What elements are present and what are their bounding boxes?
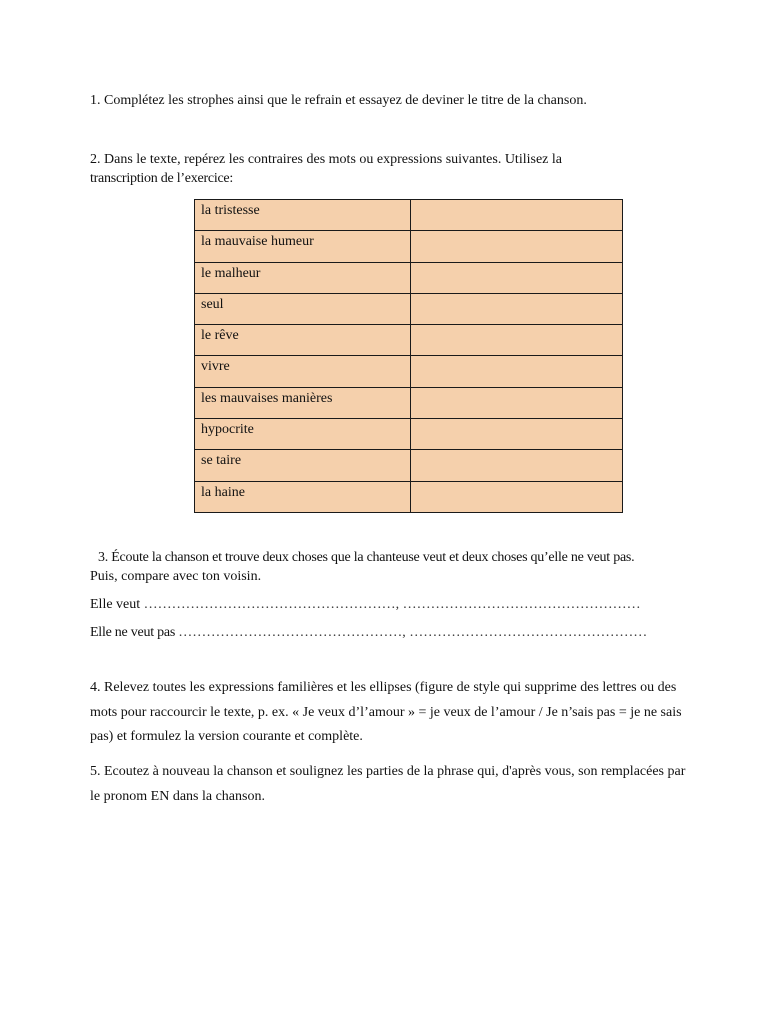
table-answer-cell[interactable] [410, 356, 622, 387]
table-answer-cell[interactable] [410, 419, 622, 450]
table-answer-cell[interactable] [410, 387, 622, 418]
table-row [195, 262, 623, 293]
exercise-1-instruction: 1. Complétez les strophes ainsi que le refrain et essayez de deviner le titre de la chanson. [90, 93, 587, 108]
table-answer-cell[interactable] [410, 200, 622, 231]
table-answer-cell[interactable] [410, 450, 622, 481]
table-word-cell: hypocrite [195, 419, 411, 450]
table-word-cell: le malheur [195, 262, 411, 293]
table-word-cell: les mauvaises manières [195, 387, 411, 418]
veut-label: Elle veut [90, 597, 141, 612]
table-word-cell: la mauvaise humeur [195, 231, 411, 262]
table-row [195, 387, 623, 418]
exercise-5-line-1: 5. Ecoutez à nouveau la chanson et soulignez les parties de la phrase qui, d'après vous, son remplacées par [90, 764, 686, 779]
table-word-cell: se taire [195, 450, 411, 481]
exercise-4-line-3: pas) et formulez la version courante et complète. [90, 729, 363, 744]
table-row [195, 325, 623, 356]
veut-blank[interactable]: ………………………………………………, …………………………………………… [143, 597, 641, 612]
exercise-5-instruction [90, 760, 690, 809]
table-answer-cell[interactable] [410, 293, 622, 324]
exercise-4-line-2: mots pour raccourcir le texte, p. ex. « Je veux d’l’amour » = je veux de l’amour / Je n’sais pas = je ne sais [90, 704, 682, 720]
ne-veut-pas-answer-line[interactable] [90, 624, 647, 642]
table-answer-cell[interactable] [410, 481, 622, 512]
ne-veut-pas-blank[interactable]: …………………………………………, …………………………………………… [178, 625, 648, 640]
table-answer-cell[interactable] [410, 262, 622, 293]
opposites-table [194, 199, 623, 513]
exercise-2-instruction-line-2: transcription de l’exercice: [90, 171, 234, 186]
table-word-cell: la tristesse [195, 200, 411, 231]
exercise-2-instruction-line-1: 2. Dans le texte, repérez les contraires des mots ou expressions suivantes. Utilisez la [90, 152, 562, 167]
exercise-4-instruction [90, 676, 690, 750]
exercise-3-instruction-line-2: Puis, compare avec ton voisin. [90, 569, 262, 584]
table-row [195, 481, 623, 512]
table-row [195, 356, 623, 387]
ne-veut-pas-label: Elle ne veut pas [90, 625, 176, 640]
table-word-cell: le rêve [195, 325, 411, 356]
exercise-5-line-2: le pronom EN dans la chanson. [90, 788, 265, 804]
table-answer-cell[interactable] [410, 231, 622, 262]
table-row [195, 293, 623, 324]
veut-answer-line[interactable] [90, 596, 641, 614]
table-row [195, 200, 623, 231]
table-row [195, 450, 623, 481]
table-answer-cell[interactable] [410, 325, 622, 356]
exercise-4-line-1: 4. Relevez toutes les expressions familières et les ellipses (figure de style qui supprime des lettres ou des [90, 680, 677, 695]
table-row [195, 231, 623, 262]
table-row [195, 419, 623, 450]
table-word-cell: la haine [195, 481, 411, 512]
exercise-3-instruction-line-1: 3. Écoute la chanson et trouve deux choses que la chanteuse veut et deux choses qu’elle ne veut pas. [98, 550, 635, 565]
table-word-cell: vivre [195, 356, 411, 387]
table-word-cell: seul [195, 293, 411, 324]
